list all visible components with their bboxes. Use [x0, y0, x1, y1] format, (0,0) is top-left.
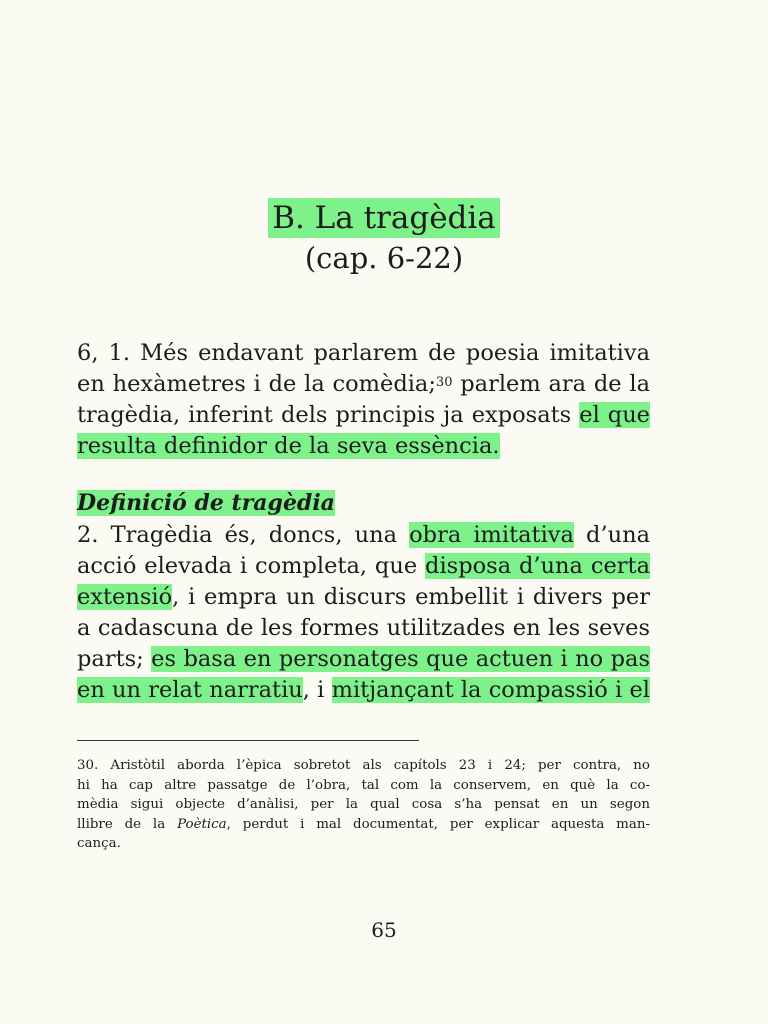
- paragraph-1-line-4: [77, 431, 650, 462]
- paragraph-2-line-1: [77, 520, 650, 551]
- highlighted-text: es basa en personatges que actuen i no pas: [151, 646, 650, 672]
- text-segment: en hexàmetres i de la comèdia;: [77, 371, 436, 397]
- book-title: Poètica: [177, 816, 227, 832]
- paragraph-2-line-6: [77, 675, 650, 706]
- footnote-ref: 30: [435, 375, 453, 390]
- paragraph-1: [77, 338, 650, 462]
- highlighted-text: obra imitativa: [409, 522, 574, 548]
- text-segment: llibre de la: [77, 816, 178, 832]
- footnote-line-3: mèdia sigui objecte d’anàlisi, per la qual cosa s’ha pensat en un segon: [77, 797, 650, 812]
- text-segment: d’una: [573, 522, 650, 548]
- chapter-heading: [0, 198, 768, 278]
- footnote-line-1: 30. Aristòtil aborda l’èpica sobretot als capítols 23 i 24; per contra, no: [77, 758, 650, 773]
- text-segment: 2. Tragèdia és, doncs, una: [77, 522, 410, 548]
- paragraph-2-line-4: a cadascuna de les formes utilitzades en les seves: [77, 615, 650, 641]
- chapter-title: B. La tragèdia: [268, 198, 500, 238]
- footnote: [77, 756, 650, 854]
- highlighted-text: resulta definidor de la seva essència.: [77, 433, 500, 459]
- paragraph-1-line-3: [77, 400, 650, 431]
- text-segment: , i: [302, 677, 332, 703]
- highlighted-text: en un relat narratiu: [77, 677, 303, 703]
- paragraph-2-line-3: [77, 582, 650, 613]
- highlighted-text: el que: [579, 402, 651, 428]
- highlighted-text: disposa d’una certa: [425, 553, 650, 579]
- section-heading: [77, 488, 335, 518]
- paragraph-2-line-5: [77, 644, 650, 675]
- text-segment: parts;: [77, 646, 152, 672]
- highlighted-text: Definició de tragèdia: [77, 490, 335, 516]
- text-segment: acció elevada i completa, que: [77, 553, 426, 579]
- paragraph-1-line-2: [77, 369, 650, 400]
- page-number: 65: [371, 918, 397, 942]
- footnote-line-5: cança.: [77, 836, 121, 851]
- text-segment: , i empra un discurs embellit i divers per: [172, 584, 650, 610]
- footnote-divider: [77, 740, 419, 741]
- highlighted-text: mitjançant la compassió i el: [331, 677, 651, 703]
- highlighted-text: extensió: [77, 584, 173, 610]
- footnote-line-2: hi ha cap altre passatge de l’obra, tal com la conservem, en què la co-: [77, 777, 650, 793]
- footnote-line-4: [77, 815, 650, 835]
- paragraph-2: [77, 520, 650, 706]
- paragraph-2-line-2: [77, 551, 650, 582]
- text-segment: parlem ara de la: [452, 371, 650, 397]
- text-segment: tragèdia, inferint dels principis ja exposats: [77, 402, 580, 428]
- paragraph-1-line-1: 6, 1. Més endavant parlarem de poesia imitativa: [77, 340, 650, 366]
- chapter-subtitle: (cap. 6-22): [304, 241, 464, 275]
- text-segment: , perdut i mal documentat, per explicar aquesta man-: [226, 816, 650, 832]
